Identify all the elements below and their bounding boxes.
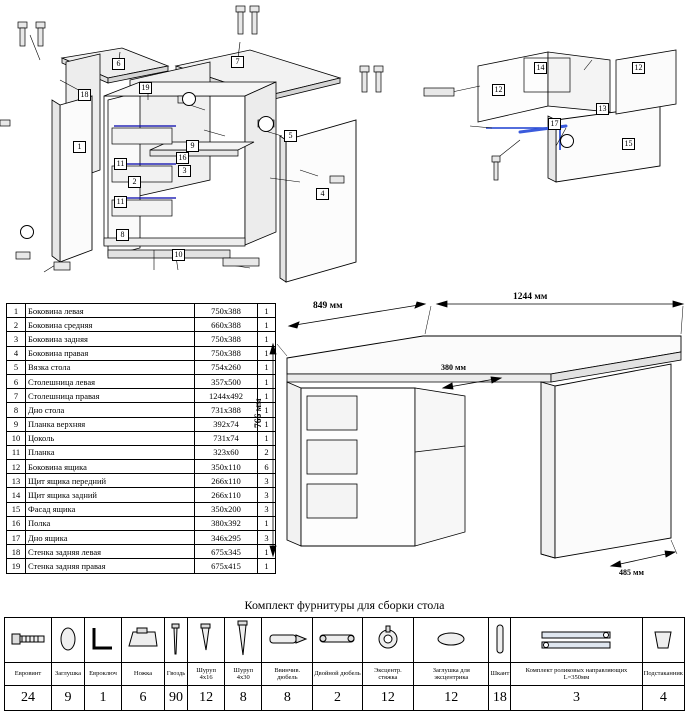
table-row	[7, 431, 276, 445]
part-name: Боковина правая	[26, 346, 195, 360]
drawer-callout-13: 13	[596, 103, 609, 115]
part-number: 6	[7, 374, 26, 388]
part-qty: 3	[258, 474, 276, 488]
callout-19: 19	[139, 82, 152, 94]
parts-table	[6, 303, 276, 574]
part-name: Планка	[26, 445, 195, 459]
hardware-name: Евроключ	[85, 663, 122, 686]
part-size: 266x110	[195, 474, 258, 488]
table-row	[7, 304, 276, 318]
table-row	[7, 346, 276, 360]
hardware-count: 24	[5, 686, 52, 711]
callout-8: 8	[116, 229, 129, 241]
part-name: Дно ящика	[26, 531, 195, 545]
table-row	[7, 502, 276, 516]
part-qty: 1	[258, 346, 276, 360]
callout-3: 3	[178, 165, 191, 177]
hardware-name: Двойной дюбель	[313, 663, 362, 686]
hardware-count: 2	[313, 686, 362, 711]
hardware-count: 6	[122, 686, 165, 711]
dim-depth-bottom: 485 мм	[619, 568, 644, 577]
part-size: 380x392	[195, 516, 258, 530]
table-row	[7, 318, 276, 332]
hardware-count: 8	[262, 686, 313, 711]
hardware-count: 1	[85, 686, 122, 711]
part-qty: 1	[258, 417, 276, 431]
part-name: Боковина задняя	[26, 332, 195, 346]
drawer-callout-17: 17	[548, 118, 561, 130]
part-size: 392x74	[195, 417, 258, 431]
marker-circle-a	[560, 134, 574, 148]
nail-icon	[165, 618, 188, 663]
table-row	[7, 474, 276, 488]
part-size: 750x388	[195, 304, 258, 318]
part-qty: 1	[258, 516, 276, 530]
exploded-cabinet-diagram	[0, 0, 689, 295]
drawer-callout-14: 14	[534, 62, 547, 74]
part-qty: 1	[258, 431, 276, 445]
part-name: Щит ящика передний	[26, 474, 195, 488]
table-row	[7, 389, 276, 403]
part-qty: 3	[258, 531, 276, 545]
part-qty: 1	[258, 360, 276, 374]
hardware-name: Евровинт	[5, 663, 52, 686]
table-row	[7, 559, 276, 573]
table-row	[7, 417, 276, 431]
part-size: 346x295	[195, 531, 258, 545]
hardware-table	[4, 617, 685, 711]
table-row	[7, 445, 276, 459]
part-name: Столешница левая	[26, 374, 195, 388]
part-size: 660x388	[195, 318, 258, 332]
hardware-name: Шкант	[489, 663, 511, 686]
part-number: 4	[7, 346, 26, 360]
callout-2: 2	[128, 176, 141, 188]
dowel-icon	[489, 618, 511, 663]
hardware-name: Заглушка	[52, 663, 85, 686]
dim-height-total: 766 мм	[254, 398, 264, 428]
table-row	[7, 516, 276, 530]
part-qty: 2	[258, 445, 276, 459]
part-size: 323x60	[195, 445, 258, 459]
part-number: 11	[7, 445, 26, 459]
part-size: 750x388	[195, 346, 258, 360]
callout-18: 18	[78, 89, 91, 101]
hardware-name: Подстаканник	[642, 663, 684, 686]
part-qty: 1	[258, 545, 276, 559]
part-name: Боковина средняя	[26, 318, 195, 332]
part-number: 17	[7, 531, 26, 545]
eccentric-cap-icon	[414, 618, 489, 663]
assembled-vector	[255, 300, 689, 590]
part-number: 3	[7, 332, 26, 346]
part-size: 754x260	[195, 360, 258, 374]
hardware-count: 8	[225, 686, 262, 711]
part-number: 13	[7, 474, 26, 488]
screw-4x16-icon	[188, 618, 225, 663]
part-qty: 1	[258, 318, 276, 332]
assembled-desk-drawing	[254, 292, 689, 590]
part-qty: 1	[258, 332, 276, 346]
table-row	[7, 403, 276, 417]
hardware-name: Эксцентр. стяжка	[362, 663, 413, 686]
hardware-count: 4	[642, 686, 684, 711]
hardware-count: 18	[489, 686, 511, 711]
part-qty: 1	[258, 374, 276, 388]
part-name: Стенка задняя правая	[26, 559, 195, 573]
part-qty: 6	[258, 460, 276, 474]
part-name: Цоколь	[26, 431, 195, 445]
cup-holder-icon	[642, 618, 684, 663]
drawer-callout-12b: 12	[632, 62, 645, 74]
drawer-callout-12a: 12	[492, 84, 505, 96]
dim-depth-right: 380 мм	[441, 363, 466, 372]
callout-5: 5	[284, 130, 297, 142]
hardware-count: 3	[511, 686, 642, 711]
part-name: Вязка стола	[26, 360, 195, 374]
part-number: 7	[7, 389, 26, 403]
euro-key-icon	[85, 618, 122, 663]
hardware-name: Гвоздь	[165, 663, 188, 686]
hardware-count: 9	[52, 686, 85, 711]
part-size: 350x110	[195, 460, 258, 474]
part-size: 350x200	[195, 502, 258, 516]
part-name: Щит ящика задний	[26, 488, 195, 502]
marker-circle-d	[182, 92, 196, 106]
double-dowel-icon	[313, 618, 362, 663]
part-number: 15	[7, 502, 26, 516]
hardware-name: Шуруп 4x16	[188, 663, 225, 686]
hardware-name: Заглушка для эксцентрика	[414, 663, 489, 686]
part-number: 14	[7, 488, 26, 502]
dim-width-total: 1244 мм	[513, 292, 548, 302]
part-qty: 3	[258, 488, 276, 502]
part-number: 19	[7, 559, 26, 573]
part-number: 8	[7, 403, 26, 417]
table-row	[7, 374, 276, 388]
part-name: Планка верхняя	[26, 417, 195, 431]
callout-1: 1	[73, 141, 86, 153]
table-row	[7, 460, 276, 474]
callout-7: 7	[231, 56, 244, 68]
marker-circle-b	[20, 225, 34, 239]
part-qty: 3	[258, 502, 276, 516]
callout-4: 4	[316, 188, 329, 200]
part-size: 675x415	[195, 559, 258, 573]
part-qty: 1	[258, 559, 276, 573]
part-size: 1244x492	[195, 389, 258, 403]
cap-icon	[52, 618, 85, 663]
table-row	[7, 545, 276, 559]
part-qty: 1	[258, 304, 276, 318]
exploded-vector	[0, 0, 689, 295]
part-number: 5	[7, 360, 26, 374]
marker-circle-c	[258, 116, 274, 132]
part-number: 2	[7, 318, 26, 332]
part-number: 9	[7, 417, 26, 431]
screw-4x30-icon	[225, 618, 262, 663]
hardware-count: 12	[362, 686, 413, 711]
part-qty: 1	[258, 403, 276, 417]
part-qty: 1	[258, 389, 276, 403]
part-number: 12	[7, 460, 26, 474]
callout-9: 9	[186, 140, 199, 152]
screw-in-dowel-icon	[262, 618, 313, 663]
table-row	[7, 531, 276, 545]
callout-11b: 11	[114, 196, 127, 208]
hardware-name: Шуруп 4x30	[225, 663, 262, 686]
drawer-callout-15: 15	[622, 138, 635, 150]
part-name: Фасад ящика	[26, 502, 195, 516]
hardware-name: Комплект роликовых направляющих L=350мм	[511, 663, 642, 686]
part-name: Боковина ящика	[26, 460, 195, 474]
callout-6: 6	[112, 58, 125, 70]
part-number: 16	[7, 516, 26, 530]
hardware-count: 12	[188, 686, 225, 711]
foot-icon	[122, 618, 165, 663]
roller-guides-icon	[511, 618, 642, 663]
euro-screw-icon	[5, 618, 52, 663]
eccentric-tie-icon	[362, 618, 413, 663]
hardware-title: Комплект фурнитуры для сборки стола	[244, 598, 445, 612]
dim-depth-left: 849 мм	[313, 301, 343, 311]
part-name: Стенка задняя левая	[26, 545, 195, 559]
part-name: Боковина левая	[26, 304, 195, 318]
part-name: Дно стола	[26, 403, 195, 417]
table-row	[7, 360, 276, 374]
table-row	[7, 332, 276, 346]
part-size: 675x345	[195, 545, 258, 559]
part-size: 750x388	[195, 332, 258, 346]
hardware-name: Ножка	[122, 663, 165, 686]
part-size: 266x110	[195, 488, 258, 502]
hardware-count: 12	[414, 686, 489, 711]
part-size: 731x74	[195, 431, 258, 445]
hardware-count: 90	[165, 686, 188, 711]
part-name: Полка	[26, 516, 195, 530]
callout-10: 10	[172, 249, 185, 261]
part-number: 1	[7, 304, 26, 318]
table-row	[7, 488, 276, 502]
part-size: 731x388	[195, 403, 258, 417]
part-size: 357x500	[195, 374, 258, 388]
part-name: Столешница правая	[26, 389, 195, 403]
hardware-name: Ввинчив. дюбель	[262, 663, 313, 686]
part-number: 10	[7, 431, 26, 445]
callout-16: 16	[176, 152, 189, 164]
part-number: 18	[7, 545, 26, 559]
callout-11a: 11	[114, 158, 127, 170]
